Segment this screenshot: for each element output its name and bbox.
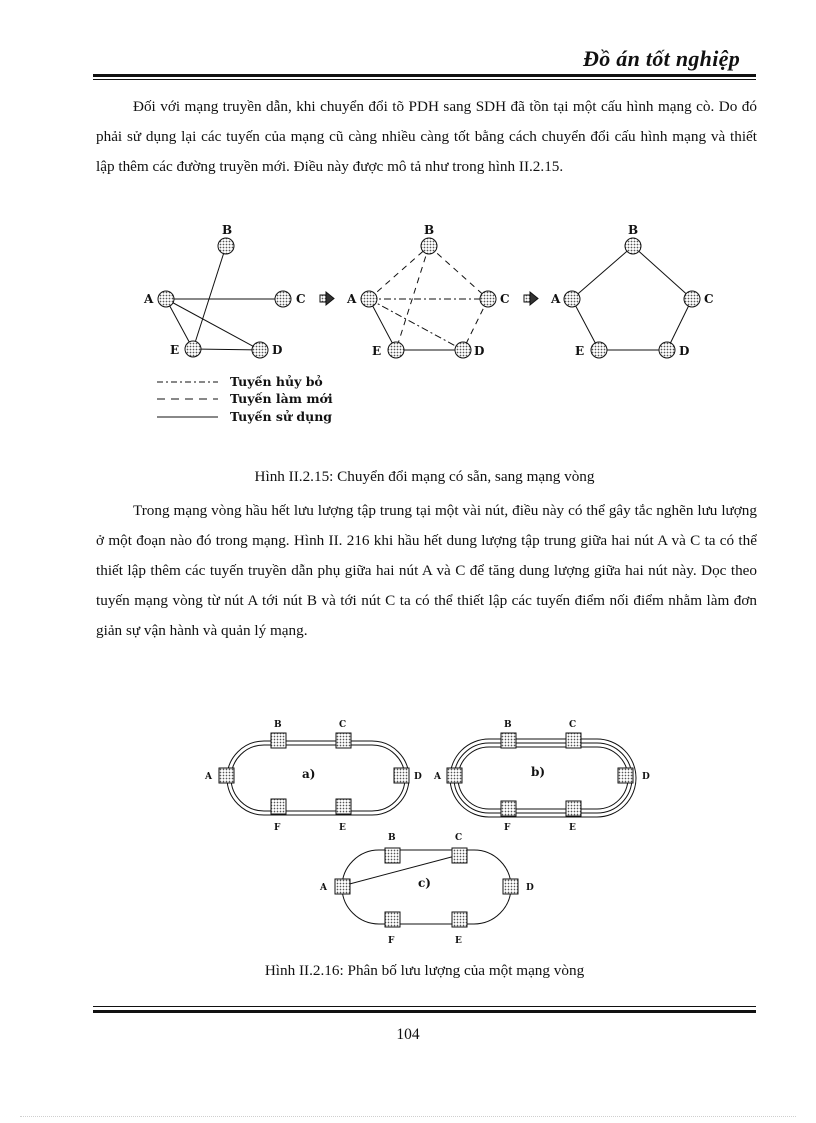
node-b [625,238,641,254]
node-e [336,799,351,814]
node-b [421,238,437,254]
ring-panel-b [433,720,650,833]
node-e [388,342,404,358]
paragraph-1: Đối với mạng truyền dẫn, khi chuyển đổi tõ PDH sang SDH đã tồn tại một cấu hình mạng cò. Do đó phải sử dụng lại các tuyến của mạng cũ càng nhiều càng tốt bằng cách chuyển đổi cấu hình mạng và thiết lập thêm các đường truyền mới. Điều này được mô tả như trong hình II.2.15. [96,98,757,175]
node-f [501,801,516,816]
label-e: E [575,344,585,358]
legend-new: Tuyến làm mới [230,391,333,406]
footer-rule [93,1010,756,1013]
footer-rule-thin [93,1006,756,1007]
label-c: C [455,833,463,843]
node-f [271,799,286,814]
arrow-right-icon [524,292,538,305]
node-c [336,733,351,748]
node-a [564,291,580,307]
figure-ring-traffic [0,710,816,950]
label-f: F [388,936,395,946]
node-d [252,342,268,358]
figure-network-conversion [0,215,816,440]
node-a [219,768,234,783]
label-b: B [424,223,435,237]
label-b: B [388,833,396,843]
panel-label-c: c) [418,876,431,890]
label-e: E [372,344,382,358]
label-c: C [296,292,306,306]
label-c: C [569,720,577,730]
node-a [361,291,377,307]
legend-used: Tuyến sử dụng [230,409,333,424]
label-d: D [414,772,422,782]
node-a [447,768,462,783]
label-e: E [170,343,180,357]
ring-panel-c [319,833,534,946]
label-a: A [144,292,154,306]
node-b [385,848,400,863]
node-c [566,733,581,748]
header-rule-thin [93,79,756,80]
label-a: A [205,772,212,782]
label-a: A [320,883,327,893]
figure-caption-2-16: Hình II.2.16: Phân bố lưu lượng của một mạng vòng [264,962,585,979]
label-c: C [500,292,510,306]
header-rule [93,74,756,77]
label-e: E [455,936,462,946]
label-d: D [642,772,650,782]
label-a: A [551,292,561,306]
document-header-title: Đồ án tốt nghiệp [583,46,740,71]
figure-legend [157,374,333,424]
figure-caption-2-15: Hình II.2.15: Chuyển đổi mạng có sẵn, sang mạng vòng [254,468,595,485]
node-e [566,801,581,816]
label-d: D [272,343,283,357]
label-d: D [679,344,690,358]
diagram-transition-network [346,223,510,358]
node-b [271,733,286,748]
paragraph-2: Trong mạng vòng hầu hết lưu lượng tập trung tại một vài nút, điều này có thể gây tắc nghẽn lưu lượng ở một đoạn nào đó trong mạng. Hình II. 216 khi hầu hết dung lượng tập trung giữa hai nút A và C ta có thể thiết lập thêm các tuyến truyền dẫn phụ giữa hai nút A và C để tăng dung lượng giữa hai nút này. Dọc theo tuyến mạng vòng từ nút A tới nút B và tới nút C ta có thể thiết lập các tuyến điểm nối điểm nhằm làm đơn giản sự vận hành và quản lý mạng. [96,502,757,639]
node-c [684,291,700,307]
node-b [501,733,516,748]
diagram-existing-network [143,223,306,358]
node-d [618,768,633,783]
node-b [218,238,234,254]
legend-cancelled: Tuyến hủy bỏ [230,374,323,389]
label-a: A [347,292,357,306]
label-e: E [339,823,346,833]
panel-label-a: a) [302,767,316,781]
label-f: F [274,823,281,833]
node-d [455,342,471,358]
label-b: B [628,223,639,237]
label-d: D [526,883,534,893]
ring-panel-a [204,720,422,833]
label-c: C [339,720,347,730]
node-d [394,768,409,783]
node-d [659,342,675,358]
node-c [275,291,291,307]
label-d: D [474,344,485,358]
label-a: A [434,772,441,782]
node-e [591,342,607,358]
node-a [335,879,350,894]
label-b: B [504,720,512,730]
label-f: F [504,823,511,833]
node-f [385,912,400,927]
page-bottom-dotted-line [20,1116,796,1117]
node-c [480,291,496,307]
panel-label-b: b) [531,765,546,779]
node-e [452,912,467,927]
node-d [503,879,518,894]
node-c [452,848,467,863]
label-c: C [704,292,714,306]
label-b: B [222,223,233,237]
page-number: 104 [396,1026,420,1043]
node-e [185,341,201,357]
node-a [158,291,174,307]
label-b: B [274,720,282,730]
diagram-ring-network [550,223,714,358]
label-e: E [569,823,576,833]
arrow-right-icon [320,292,334,305]
